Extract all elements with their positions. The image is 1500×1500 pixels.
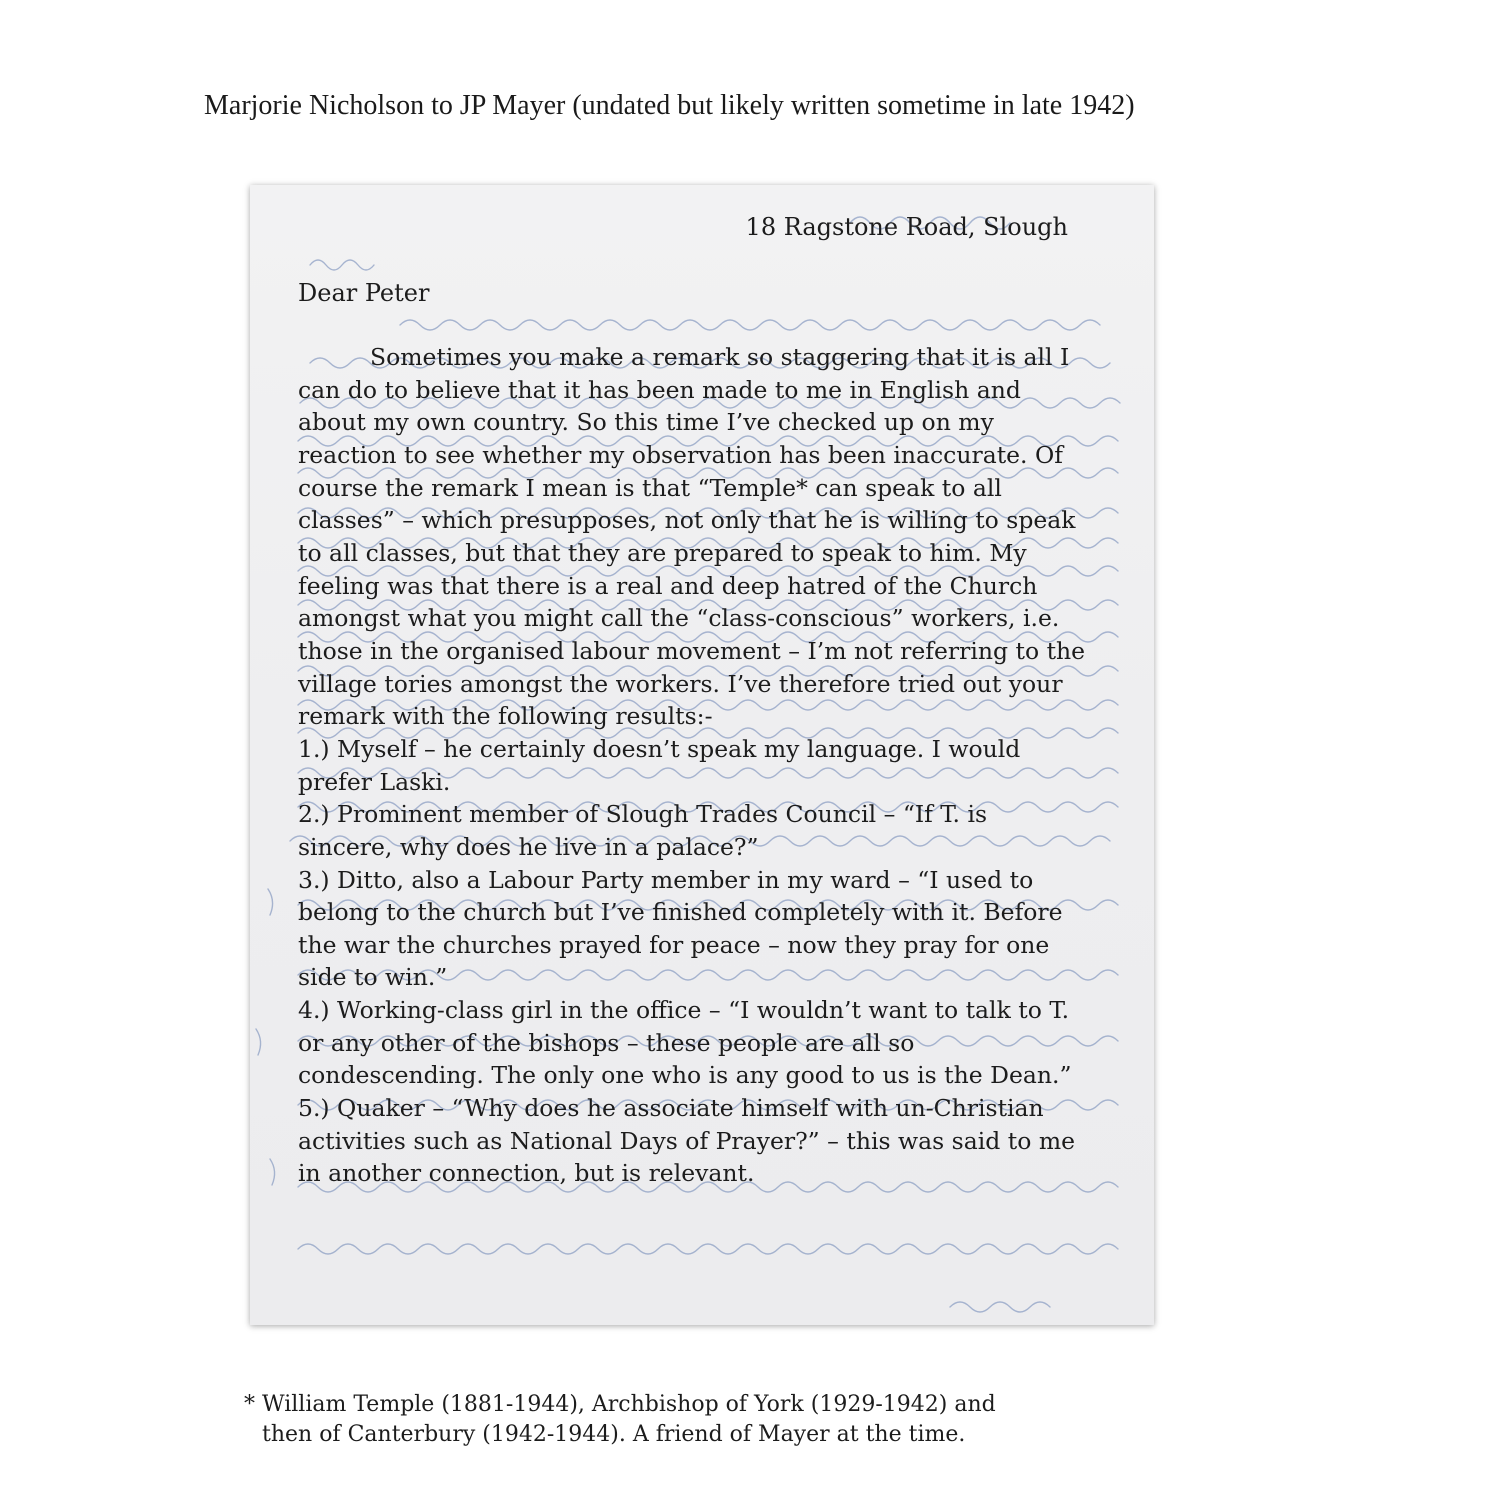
letter-scan xyxy=(250,185,1154,1325)
result-item-3: 3.) Ditto, also a Labour Party member in my ward – “I used to belong to the church but I’ve finished completely with it. Before the war the churches prayed for peace – now they pray for one side to win.” xyxy=(298,865,1063,992)
footnote xyxy=(244,1390,1144,1450)
sender-address: 18 Ragstone Road, Slough xyxy=(745,213,1068,241)
footnote-marker: * xyxy=(244,1392,255,1417)
result-item-5: 5.) Quaker – “Why does he associate himself with un-Christian activities such as National Days of Prayer?” – this was said to me in another connection, but is relevant. xyxy=(298,1094,1076,1188)
opening-paragraph: Sometimes you make a remark so staggering that it is all I can do to believe that it has been made to me in English and about my own country. So this time I’ve checked up on my reaction to see whether my observation has been inaccurate. Of course the remark I mean is that “Temple* can speak to all classes” – which presupposes, not only that he is willing to speak to all classes, but that they are prepared to speak to him. My feeling was that there is a real and deep hatred of the Church amongst what you might call the “class-conscious” workers, i.e. those in the organised labour movement – I’m not referring to the village tories amongst the workers. I’ve therefore tried out your remark with the following results:- xyxy=(298,343,1086,731)
page-title: Marjorie Nicholson to JP Mayer (undated but likely written sometime in late 1942) xyxy=(204,90,1135,121)
letter-body xyxy=(298,341,1088,1190)
salutation: Dear Peter xyxy=(298,279,430,307)
result-item-2: 2.) Prominent member of Slough Trades Council – “If T. is sincere, why does he live in a palace?” xyxy=(298,800,988,861)
footnote-line-1: William Temple (1881-1944), Archbishop of York (1929-1942) and xyxy=(262,1392,996,1417)
result-item-1: 1.) Myself – he certainly doesn’t speak my language. I would prefer Laski. xyxy=(298,734,1021,796)
result-item-4: 4.) Working-class girl in the office – “I wouldn’t want to talk to T. or any other of the bishops – these people are all so condescending. The only one who is any good to us is the Dean.” xyxy=(298,996,1072,1090)
footnote-line-2: then of Canterbury (1942-1944). A friend of Mayer at the time. xyxy=(262,1422,966,1447)
